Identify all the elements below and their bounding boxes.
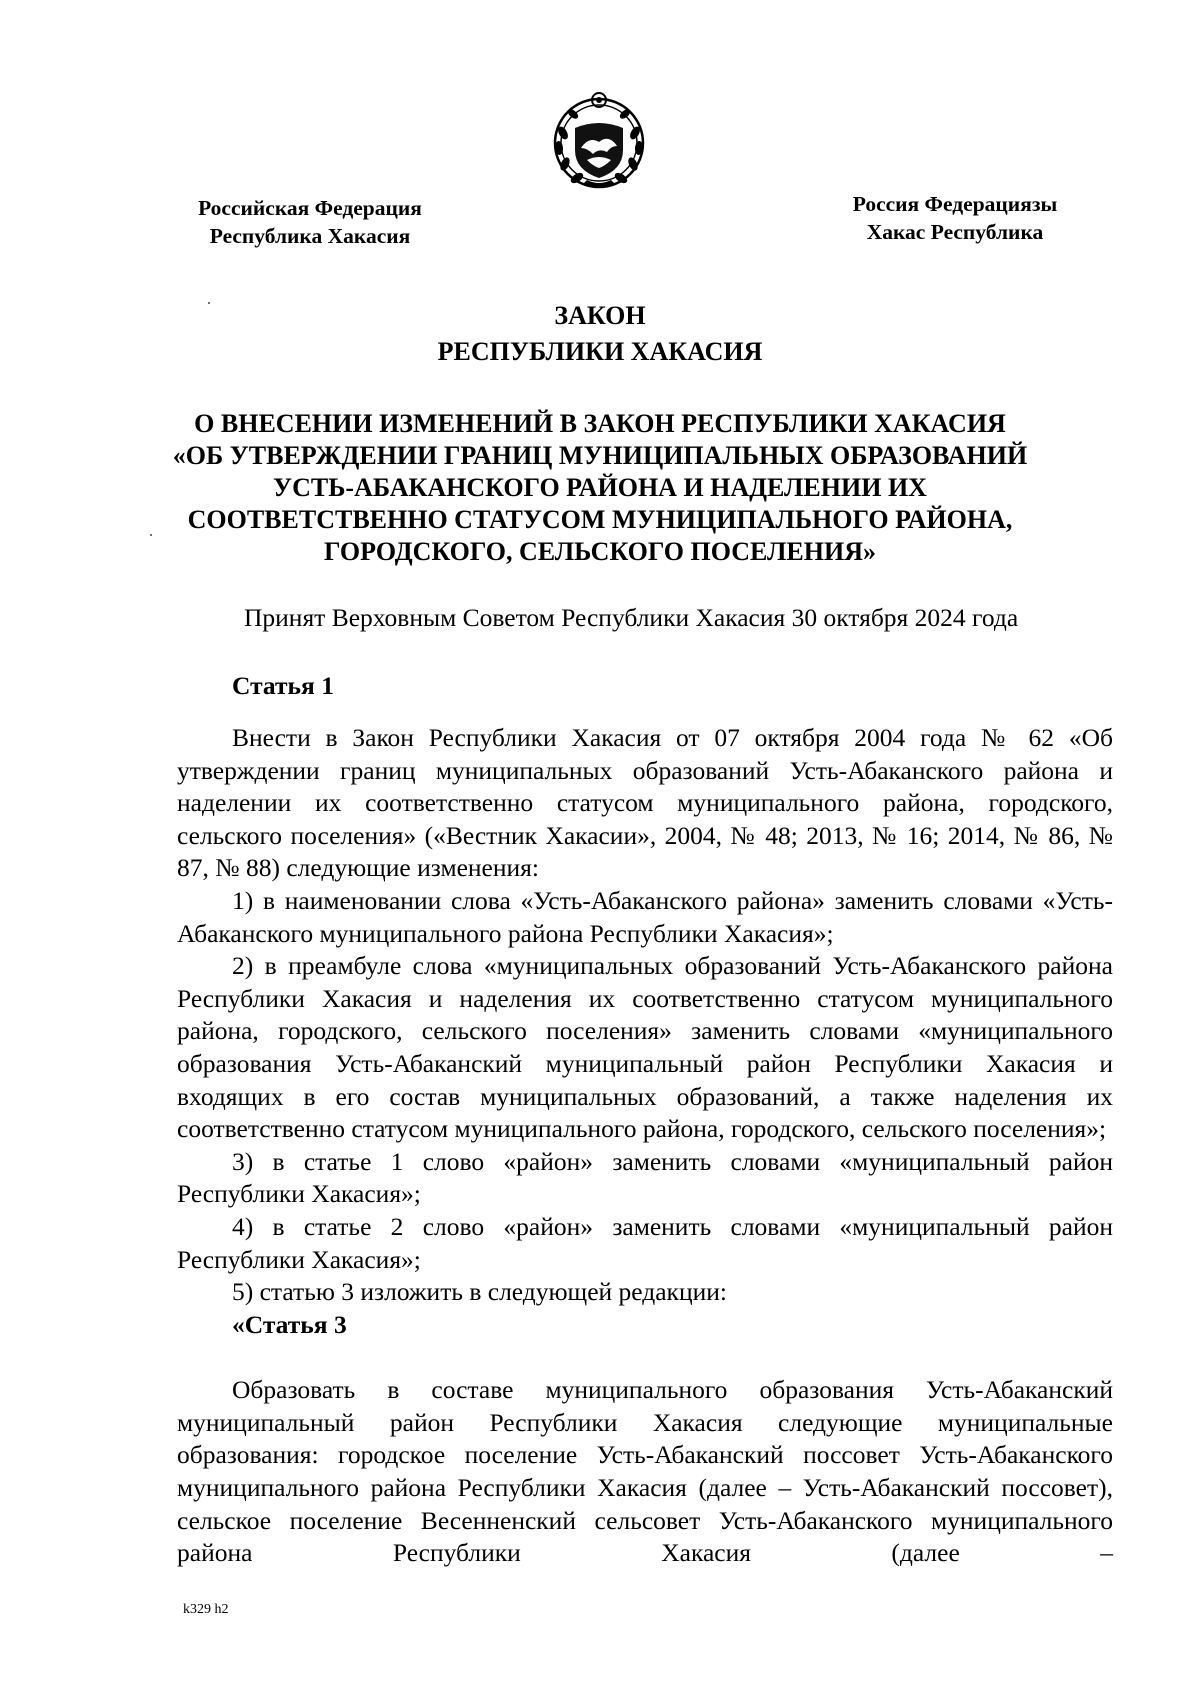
paragraph-item-3: 3) в статье 1 слово «район» заменить словами «муниципальный район Республики Хакасия»; bbox=[177, 1146, 1113, 1209]
law-heading-line-1: ЗАКОН bbox=[554, 301, 646, 330]
header-right-line-2: Хакас Республика bbox=[866, 220, 1044, 244]
law-title-line-2: «ОБ УТВЕРЖДЕНИИ ГРАНИЦ МУНИЦИПАЛЬНЫХ ОБРАЗОВАНИЙ bbox=[172, 441, 1028, 470]
header-left bbox=[160, 194, 460, 250]
law-title-line-4: СООТВЕТСТВЕННО СТАТУСОМ МУНИЦИПАЛЬНОГО РАЙОНА, bbox=[187, 505, 1013, 534]
paragraph-item-1: 1) в наименовании слова «Усть-Абаканского района» заменить словами «Усть-Абаканского муниципального района Республики Хакасия»; bbox=[177, 885, 1113, 948]
law-heading bbox=[0, 298, 1200, 370]
document-body bbox=[177, 722, 1113, 1570]
paragraph-item-4: 4) в статье 2 слово «район» заменить словами «муниципальный район Республики Хакасия»; bbox=[177, 1211, 1113, 1274]
paragraph-item-5: 5) статью 3 изложить в следующей редакции: bbox=[232, 1277, 727, 1307]
law-title-line-1: О ВНЕСЕНИИ ИЗМЕНЕНИЙ В ЗАКОН РЕСПУБЛИКИ ХАКАСИЯ bbox=[194, 409, 1006, 438]
paragraph-article-3: Образовать в составе муниципального образования Усть-Абаканский муниципальный район Республики Хакасия следующие муниципальные образования: городское поселение Усть-Абаканский поссовет Усть-Абаканского муниципального района Республики Хакасия (далее – Усть-Абаканский поссовет), сельское поселение Весенненский сельсовет Усть-Абаканского муниципального района Республики Хакасия (далее – bbox=[177, 1375, 1113, 1568]
scan-speck bbox=[150, 534, 152, 536]
header-right bbox=[820, 190, 1090, 246]
header-left-line-1: Российская Федерация bbox=[198, 196, 422, 220]
adoption-statement: Принят Верховным Советом Республики Хакасия 30 октября 2024 года bbox=[244, 603, 1019, 632]
paragraph-intro: Внести в Закон Республики Хакасия от 07 октября 2004 года № 62 «Об утверждении границ муниципальных образований Усть-Абаканского района и наделении их соответственно статусом муниципального района, городского, сельского поселения» («Вестник Хакасии», 2004, № 48; 2013, № 16; 2014, № 86, № 87, № 88) следующие изменения: bbox=[177, 723, 1113, 883]
law-title-line-5: ГОРОДСКОГО, СЕЛЬСКОГО ПОСЕЛЕНИЯ» bbox=[324, 537, 876, 566]
header-left-line-2: Республика Хакасия bbox=[209, 224, 411, 248]
paragraph-item-2: 2) в преамбуле слова «муниципальных образований Усть-Абаканского района Республики Хакасия и наделения их соответственно статусом муниципального района, городского, сельского поселения» заменить словами «муниципального образования Усть-Абаканский муниципальный район Республики Хакасия и входящих в его состав муниципальных образований, а также наделения их соответственно статусом муниципального района, городского, сельского поселения»; bbox=[177, 951, 1113, 1144]
scan-speck bbox=[208, 302, 210, 304]
coat-of-arms-emblem bbox=[549, 88, 649, 192]
article-1-heading: Статья 1 bbox=[232, 671, 334, 700]
footer-document-code: k329 h2 bbox=[183, 1602, 229, 1617]
law-title-line-3: УСТЬ-АБАКАНСКОГО РАЙОНА И НАДЕЛЕНИИ ИХ bbox=[273, 473, 927, 502]
header-right-line-1: Россия Федерациязы bbox=[852, 192, 1058, 216]
article-3-heading: «Статья 3 bbox=[232, 1309, 347, 1339]
law-heading-line-2: РЕСПУБЛИКИ ХАКАСИЯ bbox=[437, 337, 763, 366]
law-title bbox=[120, 408, 1080, 568]
